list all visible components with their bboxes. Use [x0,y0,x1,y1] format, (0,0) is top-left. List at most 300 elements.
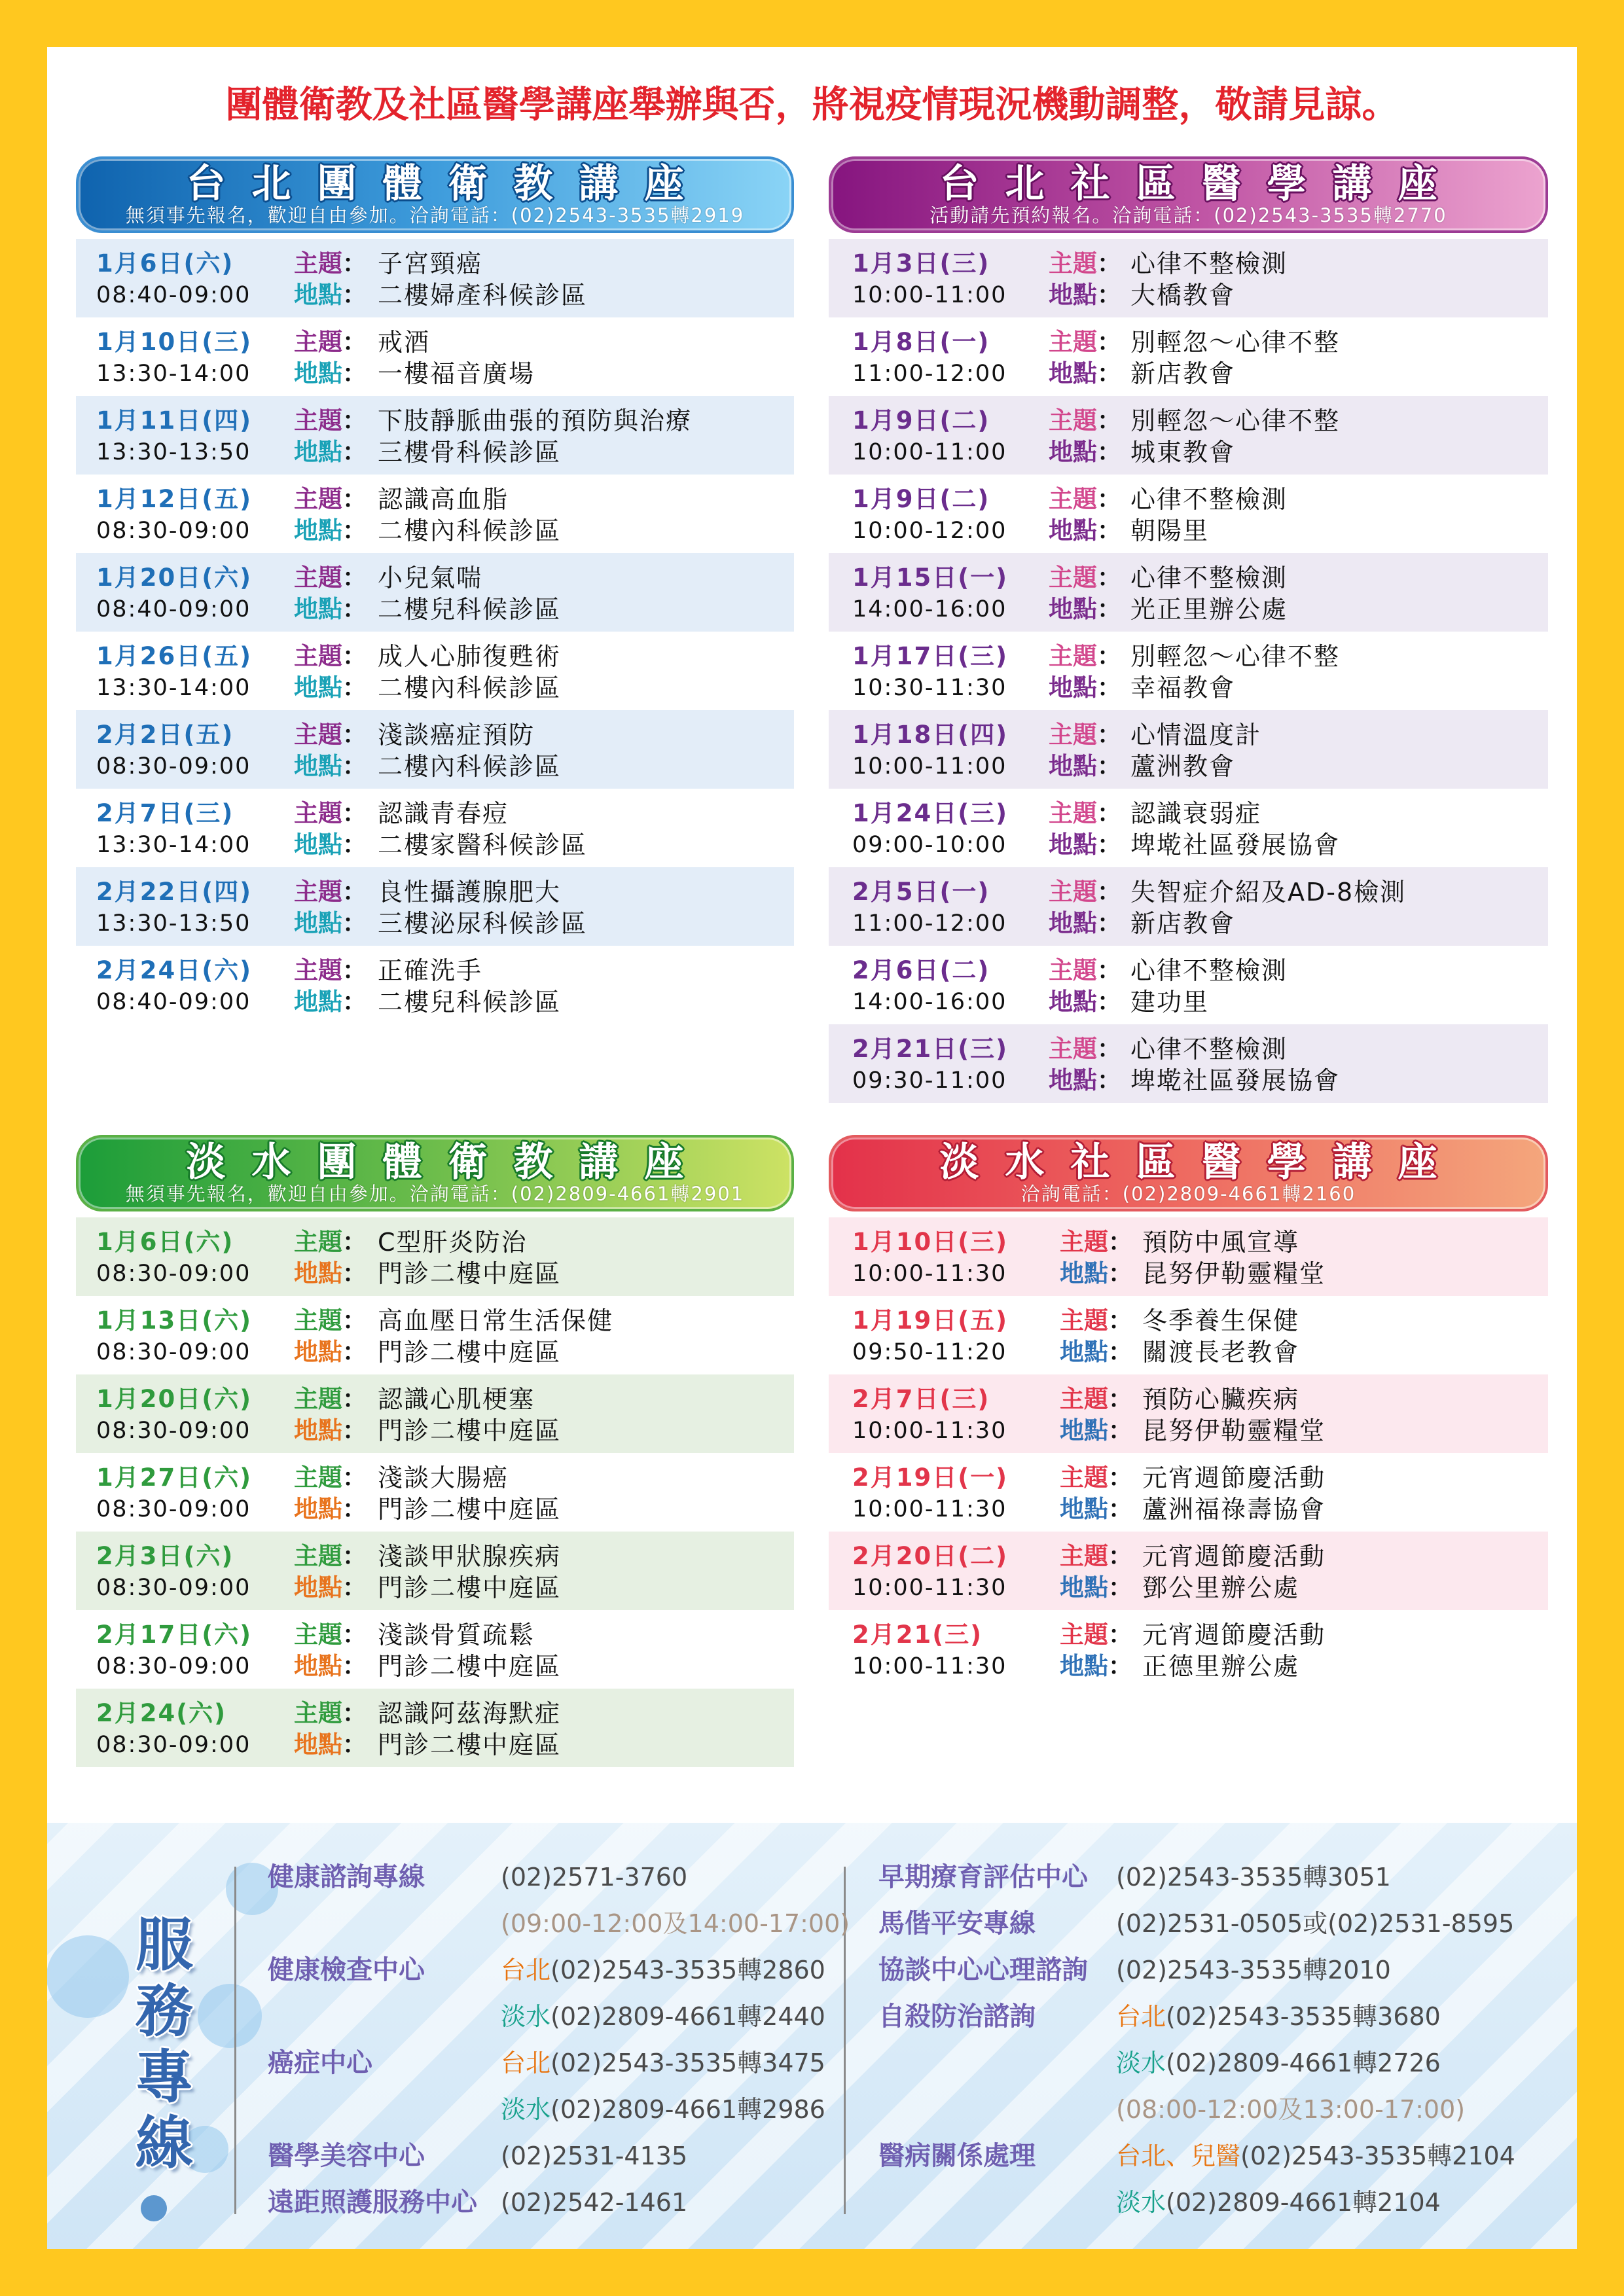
event-topic: 認識高血脂 [378,485,509,514]
event-time: 13:30-14:00 [96,832,251,858]
event-topic: 心情溫度計 [1130,721,1262,749]
label-colon: ： [342,595,367,623]
place-label-text: 地點 [1049,359,1097,387]
label-colon: ： [342,988,367,1016]
schedule-row [829,317,1548,396]
event-topic: 別輕忽～心律不整 [1130,406,1341,435]
topic-label [294,1306,367,1335]
label-colon: ： [342,831,367,859]
service-number [1116,2140,1515,2172]
label-colon: ： [1097,956,1121,984]
place-label [1049,516,1121,545]
service-number [1116,2000,1441,2033]
topic-label [294,878,367,906]
topic-label-text: 主題 [1049,956,1097,984]
event-time: 08:40-09:00 [96,282,251,308]
label-colon: ： [1097,1066,1121,1094]
event-topic: C型肝炎防治 [378,1228,528,1257]
service-name: 早期療育評估中心 [878,1862,1088,1892]
event-date: 1月10日(三) [96,328,253,356]
topic-label [294,1228,367,1257]
label-colon: ： [1097,564,1121,592]
schedule-row [76,396,794,475]
event-topic: 高血壓日常生活保健 [378,1306,614,1335]
schedule-row [76,1610,794,1689]
label-colon: ： [342,516,367,545]
section-subtitle: 洽詢電話：(02)2809-4661轉2160 [1020,1183,1356,1205]
topic-label-text: 主題 [1049,249,1097,278]
event-place: 二樓兒科候診區 [378,988,562,1016]
event-place: 三樓骨科候診區 [378,438,562,467]
event-time: 10:00-11:30 [852,1496,1007,1522]
service-number-part: 淡水 [501,2095,551,2124]
event-date: 1月10日(三) [852,1228,1009,1256]
service-line-row [47,2186,1577,2219]
event-time: 14:00-16:00 [852,596,1007,622]
event-date: 1月11日(四) [96,406,253,435]
event-date: 1月9日(二) [852,406,990,435]
schedule-row [829,946,1548,1024]
service-number-part: (02)2543-3535轉3680 [1166,2002,1441,2031]
event-date: 2月6日(二) [852,956,990,984]
event-date: 1月17日(三) [852,642,1009,670]
event-topic: 別輕忽～心律不整 [1130,642,1341,671]
label-colon: ： [342,721,367,749]
service-line-row [47,2140,1577,2172]
event-time: 10:00-11:30 [852,1653,1007,1679]
section-header [76,156,794,233]
place-label-text: 地點 [294,1652,342,1680]
schedule-list [829,239,1548,1103]
label-colon: ： [1097,359,1121,387]
schedule-row [76,710,794,789]
topic-label-text: 主題 [1049,1035,1097,1063]
label-colon: ： [1108,1416,1132,1444]
place-label [1060,1495,1132,1524]
event-place: 昆努伊勒靈糧堂 [1142,1259,1326,1288]
label-colon: ： [342,328,367,356]
label-colon: ： [1097,595,1121,623]
event-time: 09:50-11:20 [852,1339,1007,1365]
event-time: 11:00-12:00 [852,361,1007,387]
label-colon: ： [1097,988,1121,1016]
topic-label [1049,799,1121,828]
topic-label-text: 主題 [1049,406,1097,435]
label-colon: ： [342,1731,367,1759]
event-place: 埤墘社區發展協會 [1130,831,1341,859]
event-topic: 元宵週節慶活動 [1142,1542,1326,1571]
schedule-row [829,1024,1548,1103]
event-place: 蘆洲福祿壽協會 [1142,1495,1326,1524]
label-colon: ： [342,799,367,827]
place-label-text: 地點 [1049,595,1097,623]
place-label [1049,831,1121,859]
event-topic: 心律不整檢測 [1130,956,1288,985]
schedule-row [829,710,1548,789]
place-label-text: 地點 [294,1495,342,1523]
event-place: 埤墘社區發展協會 [1130,1066,1341,1095]
schedule-row [76,475,794,553]
place-label [294,1652,367,1681]
service-number-part: (02)2571-3760 [501,1863,688,1892]
schedule-list [829,1217,1548,1689]
label-colon: ： [342,1573,367,1602]
event-place: 幸福教會 [1130,673,1236,702]
schedule-row [829,1296,1548,1374]
event-time: 10:00-11:00 [852,282,1007,308]
event-time: 08:30-09:00 [96,1418,251,1444]
schedule-row [829,396,1548,475]
service-number-part: (02)2542-1461 [501,2188,688,2217]
service-number-part: (02)2809-4661轉2440 [550,2002,825,2031]
event-topic: 淺談大腸癌 [378,1463,509,1492]
place-label [294,281,367,310]
place-label [294,988,367,1016]
place-label-text: 地點 [1049,831,1097,859]
place-label-text: 地點 [1060,1259,1108,1287]
event-topic: 預防心臟疾病 [1142,1385,1300,1414]
service-number-part: (02)2543-3535轉2010 [1116,1956,1391,1984]
label-colon: ： [342,1699,367,1727]
event-time: 10:00-12:00 [852,518,1007,544]
place-label-text: 地點 [1060,1338,1108,1366]
label-colon: ： [342,1463,367,1492]
topic-label-text: 主題 [1049,799,1097,827]
topic-label-text: 主題 [294,485,342,513]
event-date: 2月21(三) [852,1621,983,1649]
service-line-row [47,1861,1577,1893]
topic-label-text: 主題 [1049,642,1097,670]
event-time: 10:00-11:00 [852,753,1007,780]
event-place: 二樓婦產科候診區 [378,281,588,310]
schedule-row [829,475,1548,553]
label-colon: ： [1108,1573,1132,1602]
schedule-row [76,553,794,632]
label-colon: ： [342,1416,367,1444]
event-place: 新店教會 [1130,909,1236,938]
topic-label-text: 主題 [1060,1306,1108,1335]
place-label [1049,752,1121,781]
event-date: 1月8日(一) [852,328,990,356]
place-label [1049,1066,1121,1095]
label-colon: ： [342,642,367,670]
label-colon: ： [342,878,367,906]
service-number-part: (02)2809-4661轉2104 [1166,2188,1441,2217]
topic-label-text: 主題 [1060,1228,1108,1256]
event-place: 門診二樓中庭區 [378,1259,562,1288]
place-label-text: 地點 [1049,988,1097,1016]
place-label [1049,438,1121,467]
event-place: 門診二樓中庭區 [378,1731,562,1759]
event-time: 13:30-14:00 [96,675,251,701]
topic-label [294,1542,367,1571]
place-label-text: 地點 [294,359,342,387]
topic-label [1060,1385,1132,1414]
topic-label [294,1621,367,1649]
place-label [294,1338,367,1367]
place-label-text: 地點 [294,516,342,545]
schedule-row [76,1532,794,1610]
topic-label-text: 主題 [1049,564,1097,592]
label-colon: ： [1108,1542,1132,1570]
label-colon: ： [1097,516,1121,545]
service-number-part: (02)2543-3535轉2104 [1240,2142,1515,2170]
service-line-row [47,1907,1577,1940]
topic-label [1049,878,1121,906]
schedule-row [829,1610,1548,1689]
event-place: 一樓福音廣場 [378,359,535,388]
section-header [829,1135,1548,1211]
event-topic: 心律不整檢測 [1130,1035,1288,1064]
schedule-row [76,867,794,946]
label-colon: ： [1097,281,1121,309]
taipei-group-lectures [76,156,794,1024]
service-name: 健康檢查中心 [268,1955,425,1985]
label-colon: ： [342,406,367,435]
label-colon: ： [1108,1338,1132,1366]
schedule-row [829,867,1548,946]
event-date: 1月3日(三) [852,249,990,278]
place-label-text: 地點 [294,1416,342,1444]
place-label [294,1731,367,1759]
event-place: 正德里辦公處 [1142,1652,1300,1681]
event-place: 門診二樓中庭區 [378,1338,562,1367]
schedule-row [76,239,794,317]
poster-panel [47,47,1577,2249]
label-colon: ： [1097,752,1121,780]
topic-label-text: 主題 [294,406,342,435]
topic-label [1049,485,1121,514]
event-time: 13:30-13:50 [96,439,251,465]
event-topic: 正確洗手 [378,956,483,985]
topic-label-text: 主題 [294,328,342,356]
service-number [1116,1954,1391,1986]
topic-label [1060,1542,1132,1571]
event-date: 2月24日(六) [96,956,253,984]
place-label-text: 地點 [294,909,342,937]
place-label [294,359,367,388]
event-topic: 淺談骨質疏鬆 [378,1621,535,1649]
label-colon: ： [342,673,367,702]
service-number-part: 台北 [501,1956,551,1984]
topic-label [1049,956,1121,985]
service-name: 醫學美容中心 [268,2141,425,2171]
place-label-text: 地點 [294,752,342,780]
event-time: 08:30-09:00 [96,518,251,544]
place-label [1060,1338,1132,1367]
event-date: 1月20日(六) [96,1385,253,1413]
event-topic: 元宵週節慶活動 [1142,1463,1326,1492]
event-date: 1月24日(三) [852,799,1009,827]
event-place: 門診二樓中庭區 [378,1573,562,1602]
topic-label [294,721,367,749]
place-label [1060,1416,1132,1445]
topic-label [294,485,367,514]
event-time: 10:00-11:00 [852,439,1007,465]
topic-label [1060,1228,1132,1257]
event-topic: 戒酒 [378,328,431,357]
service-name: 健康諮詢專線 [268,1862,425,1892]
section-subtitle: 無須事先報名，歡迎自由參加。洽詢電話：(02)2543-3535轉2919 [125,204,745,226]
label-colon: ： [1108,1385,1132,1413]
place-label-text: 地點 [294,1259,342,1287]
event-time: 10:30-11:30 [852,675,1007,701]
label-colon: ： [342,1338,367,1366]
service-number-part: 台北 [501,2049,551,2077]
place-label-text: 地點 [1060,1495,1108,1523]
event-place: 城東教會 [1130,438,1236,467]
event-date: 1月26日(五) [96,642,253,670]
place-label [1060,1652,1132,1681]
topic-label-text: 主題 [1060,1463,1108,1492]
event-date: 1月15日(一) [852,564,1009,592]
event-date: 1月12日(五) [96,485,253,513]
label-colon: ： [1097,328,1121,356]
place-label [294,438,367,467]
label-colon: ： [342,1542,367,1570]
event-date: 1月13日(六) [96,1306,253,1335]
service-line-row [47,2093,1577,2126]
section-title: 淡水團體衛教講座 [186,1139,710,1185]
event-place: 朝陽里 [1130,516,1210,545]
event-time: 10:00-11:30 [852,1261,1007,1287]
event-topic: 別輕忽～心律不整 [1130,328,1341,357]
event-time: 09:30-11:00 [852,1067,1007,1094]
notice-text: 團體衛教及社區醫學講座舉辦與否，將視疫情現況機動調整，敬請見諒。 [225,84,1399,126]
event-topic: 小兒氣喘 [378,564,483,592]
place-label-text: 地點 [1060,1416,1108,1444]
label-colon: ： [1097,673,1121,702]
event-date: 2月19日(一) [852,1463,1009,1492]
label-colon: ： [342,1306,367,1335]
event-topic: 認識青春痘 [378,799,509,828]
schedule-row [76,1374,794,1453]
place-label [294,1495,367,1524]
place-label-text: 地點 [1049,909,1097,937]
section-header [76,1135,794,1211]
service-line-row [47,2000,1577,2033]
topic-label-text: 主題 [1060,1621,1108,1649]
topic-label [1049,249,1121,278]
label-colon: ： [1097,1035,1121,1063]
event-date: 1月9日(二) [852,485,990,513]
place-label [1049,595,1121,624]
topic-label [1049,1035,1121,1064]
event-place: 鄧公里辦公處 [1142,1573,1300,1602]
event-date: 1月27日(六) [96,1463,253,1492]
label-colon: ： [1097,642,1121,670]
event-topic: 冬季養生保健 [1142,1306,1300,1335]
event-date: 2月5日(一) [852,878,990,906]
service-number-part: (02)2809-4661轉2986 [550,2095,825,2124]
place-label-text: 地點 [1049,281,1097,309]
event-date: 1月18日(四) [852,721,1009,749]
event-date: 2月3日(六) [96,1542,234,1570]
event-place: 關渡長老教會 [1142,1338,1300,1367]
event-place: 光正里辦公處 [1130,595,1288,624]
label-colon: ： [1108,1652,1132,1680]
label-colon: ： [1097,485,1121,513]
tamsui-community-lectures [829,1135,1548,1689]
event-date: 2月24(六) [96,1699,227,1727]
place-label-text: 地點 [294,438,342,466]
service-name: 癌症中心 [268,2048,372,2078]
topic-label-text: 主題 [1049,721,1097,749]
event-date: 1月6日(六) [96,249,234,278]
label-colon: ： [1108,1306,1132,1335]
event-place: 二樓家醫科候診區 [378,831,588,859]
place-label-text: 地點 [1049,516,1097,545]
topic-label-text: 主題 [294,249,342,278]
topic-label-text: 主題 [294,1228,342,1256]
service-number-part: (02)2543-3535轉2860 [550,1956,825,1984]
event-date: 1月6日(六) [96,1228,234,1256]
event-time: 08:40-09:00 [96,989,251,1015]
service-name: 馬偕平安專線 [878,1909,1036,1939]
place-label [294,752,367,781]
event-date: 2月7日(三) [96,799,234,827]
event-time: 11:00-12:00 [852,910,1007,937]
section-subtitle: 活動請先預約報名。洽詢電話：(02)2543-3535轉2770 [929,204,1447,226]
schedule-row [829,632,1548,710]
label-colon: ： [342,752,367,780]
event-time: 08:30-09:00 [96,1496,251,1522]
event-time: 10:00-11:30 [852,1418,1007,1444]
topic-label [1049,406,1121,435]
label-colon: ： [1097,799,1121,827]
topic-label [1060,1621,1132,1649]
event-topic: 良性攝護腺肥大 [378,878,562,906]
topic-label [294,642,367,671]
event-time: 14:00-16:00 [852,989,1007,1015]
topic-label-text: 主題 [1049,328,1097,356]
event-time: 08:30-09:00 [96,1653,251,1679]
label-colon: ： [1097,249,1121,278]
event-place: 門診二樓中庭區 [378,1495,562,1524]
schedule-list [76,1217,794,1767]
place-label [294,1259,367,1288]
service-number-part: 淡水 [1116,2188,1166,2217]
service-number-part: (02)2543-3535轉3475 [550,2049,825,2077]
event-topic: 淺談癌症預防 [378,721,535,749]
schedule-row [76,946,794,1024]
place-label-text: 地點 [294,1573,342,1602]
event-date: 2月2日(五) [96,721,234,749]
place-label-text: 地點 [294,281,342,309]
place-label [1060,1573,1132,1602]
service-number-part: (02)2531-4135 [501,2142,688,2170]
topic-label-text: 主題 [1060,1385,1108,1413]
service-number [1116,2047,1441,2079]
topic-label [1060,1463,1132,1492]
event-time: 13:30-13:50 [96,910,251,937]
event-date: 1月19日(五) [852,1306,1009,1335]
event-date: 2月7日(三) [852,1385,990,1413]
label-colon: ： [342,1652,367,1680]
event-date: 2月20日(二) [852,1542,1009,1570]
place-label [294,595,367,624]
topic-label [1049,564,1121,592]
service-name: 醫病關係處理 [878,2141,1036,2171]
place-label [1060,1259,1132,1288]
schedule-row [76,1217,794,1296]
schedule-row [76,1453,794,1532]
topic-label [1049,721,1121,749]
place-label [294,831,367,859]
place-label-text: 地點 [294,595,342,623]
label-colon: ： [342,485,367,513]
topic-label [294,564,367,592]
